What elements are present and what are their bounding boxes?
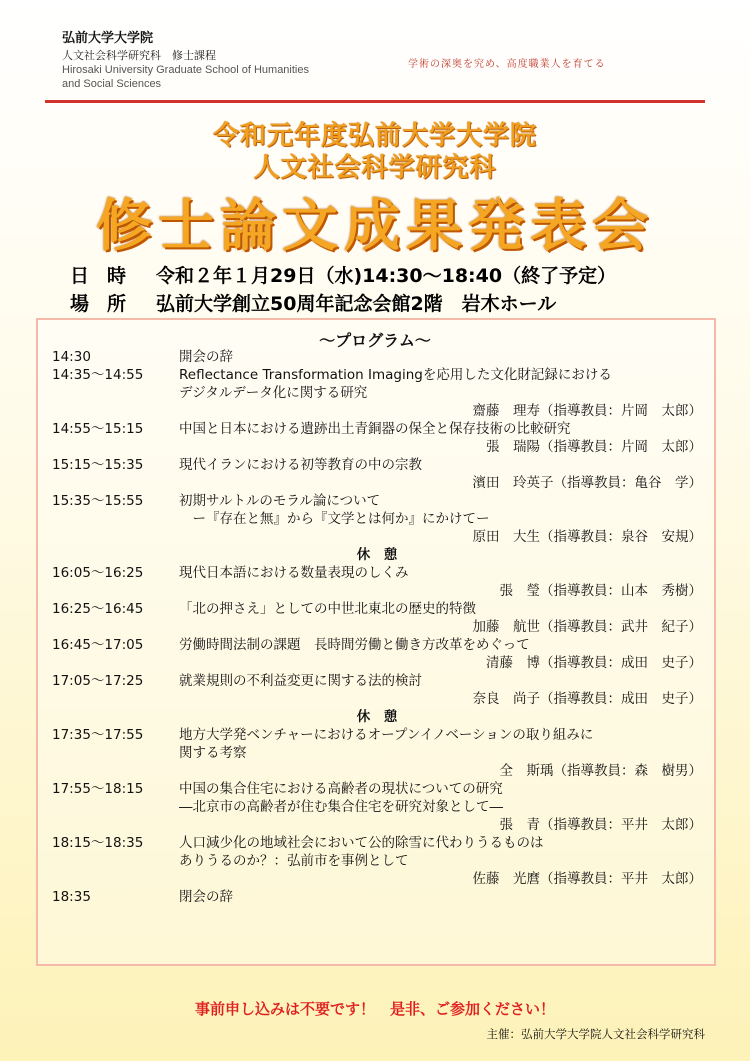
place-label: 場所 [70,293,145,315]
program-row [52,780,702,798]
program-row [52,438,702,456]
program-title: ―北京市の高齢者が住む集合住宅を研究対象として― [179,799,503,815]
program-time: 14:35～14:55 [52,367,144,383]
program-row [52,546,702,564]
program-row [52,726,702,744]
program-title: 「北の押さえ」としての中世北東北の歴史的特徴 [179,601,476,617]
date-label: 日時 [70,265,145,287]
program-heading: ～プログラム～ [319,331,431,350]
program-time: 15:15～15:35 [52,457,144,473]
presenter: 佐藤 光麿（指導教員：平井 太郎） [472,871,702,887]
program-row [52,834,702,852]
program-title: ー『存在と無』から『文学とは何か』にかけてー [179,511,490,527]
program-row [52,888,702,906]
program-title: 人口減少化の地域社会において公的除雪に代わりうるものは [179,835,544,851]
presenter: 張 瑩（指導教員：山本 秀樹） [499,583,702,599]
program-time: 14:30 [52,349,91,365]
program-row [52,564,702,582]
presenter: 加藤 航世（指導教員：武井 紀子） [472,619,702,635]
program-title: 就業規則の不利益変更に関する法的検討 [179,673,422,689]
program-time: 18:15～18:35 [52,835,144,851]
program-row [52,744,702,762]
program-title: 労働時間法制の課題 長時間労働と働き方改革をめぐって [179,637,530,653]
program-row [52,618,702,636]
program-time: 14:55～15:15 [52,421,144,437]
program-row [52,402,702,420]
date-info [70,261,616,288]
program-title: 初期サルトルのモラル論について [179,493,381,509]
program-time: 16:05～16:25 [52,565,144,581]
program-row [52,456,702,474]
program-row [52,492,702,510]
program-row [52,366,702,384]
program-time: 18:35 [52,889,91,905]
program-row [52,582,702,600]
title-line1: 令和元年度弘前大学大学院 [212,121,537,151]
break-label: 休 憩 [356,547,398,563]
program-title: 中国の集合住宅における高齢者の現状についての研究 [179,781,503,797]
program-row [52,672,702,690]
program-time: 16:45～17:05 [52,637,144,653]
title-line2: 人文社会科学研究科 [253,153,497,183]
program-row [52,348,702,366]
program-row [52,798,702,816]
program-time: 17:55～18:15 [52,781,144,797]
program-title: 中国と日本における遺跡出土青銅器の保全と保存技術の比較研究 [179,421,571,437]
program-time: 17:05～17:25 [52,673,144,689]
program-row [52,762,702,780]
program-title: Reflectance Transformation Imagingを応用した文化財記録における [179,367,612,383]
place-info [70,289,556,316]
program-title: 関する考察 [179,745,247,761]
program-title: 閉会の辞 [179,889,233,905]
program-row [52,708,702,726]
header-divider [45,100,705,103]
header-block [62,30,309,91]
program-row [52,654,702,672]
program-row [52,600,702,618]
program-row [52,636,702,654]
presenter: 齋藤 理寿（指導教員：片岡 太郎） [472,403,702,419]
program-row [52,528,702,546]
program-row [52,690,702,708]
program-time: 16:25～16:45 [52,601,144,617]
presenter: 原田 大生（指導教員：泉谷 安規） [472,529,702,545]
program-title: ありうるのか？：弘前市を事例として [179,853,409,869]
english-name-line2: and Social Sciences [62,78,162,90]
program-title: デジタルデータ化に関する研究 [179,385,368,401]
program-row [52,384,702,402]
presenter: 奈良 尚子（指導教員：成田 史子） [472,691,702,707]
program-title: 開会の辞 [179,349,233,365]
university-name: 弘前大学大学院 [62,31,154,46]
program-time: 15:35～15:55 [52,493,144,509]
faculty-name: 人文社会科学研究科 修士課程 [62,49,216,62]
program-title: 現代イランにおける初等教育の中の宗教 [179,457,422,473]
program-row [52,852,702,870]
registration-notice: 事前申し込みは不要です！ 是非、ご参加ください！ [194,1000,555,1018]
presenter: 濱田 玲英子（指導教員：亀谷 学） [472,475,702,491]
program-row [52,870,702,888]
program-row [52,816,702,834]
program-title: 地方大学発ベンチャーにおけるオープンイノベーションの取り組みに [179,727,594,743]
program-list [52,348,702,906]
place-value: 弘前大学創立50周年記念会館2階 岩木ホール [156,293,557,315]
program-row [52,420,702,438]
host-organizer: 主催：弘前大学大学院人文社会科学研究科 [486,1027,705,1041]
main-title: 修士論文成果発表会 [96,194,654,259]
english-name-line1: Hirosaki University Graduate School of Humanities [62,64,309,76]
date-value: 令和２年１月29日（水)14:30～18:40（終了予定） [156,265,617,287]
break-label: 休 憩 [356,709,398,725]
presenter: 張 瑞陽（指導教員：片岡 太郎） [486,439,702,455]
program-title: 現代日本語における数量表現のしくみ [179,565,409,581]
presenter: 張 青（指導教員：平井 太郎） [499,817,702,833]
presenter: 全 斯瑀（指導教員：森 樹男） [499,763,702,779]
slogan: 学術の深奥を究め、高度職業人を育てる [408,59,606,70]
program-row [52,474,702,492]
program-row [52,510,702,528]
presenter: 清藤 博（指導教員：成田 史子） [486,655,702,671]
program-time: 17:35～17:55 [52,727,144,743]
